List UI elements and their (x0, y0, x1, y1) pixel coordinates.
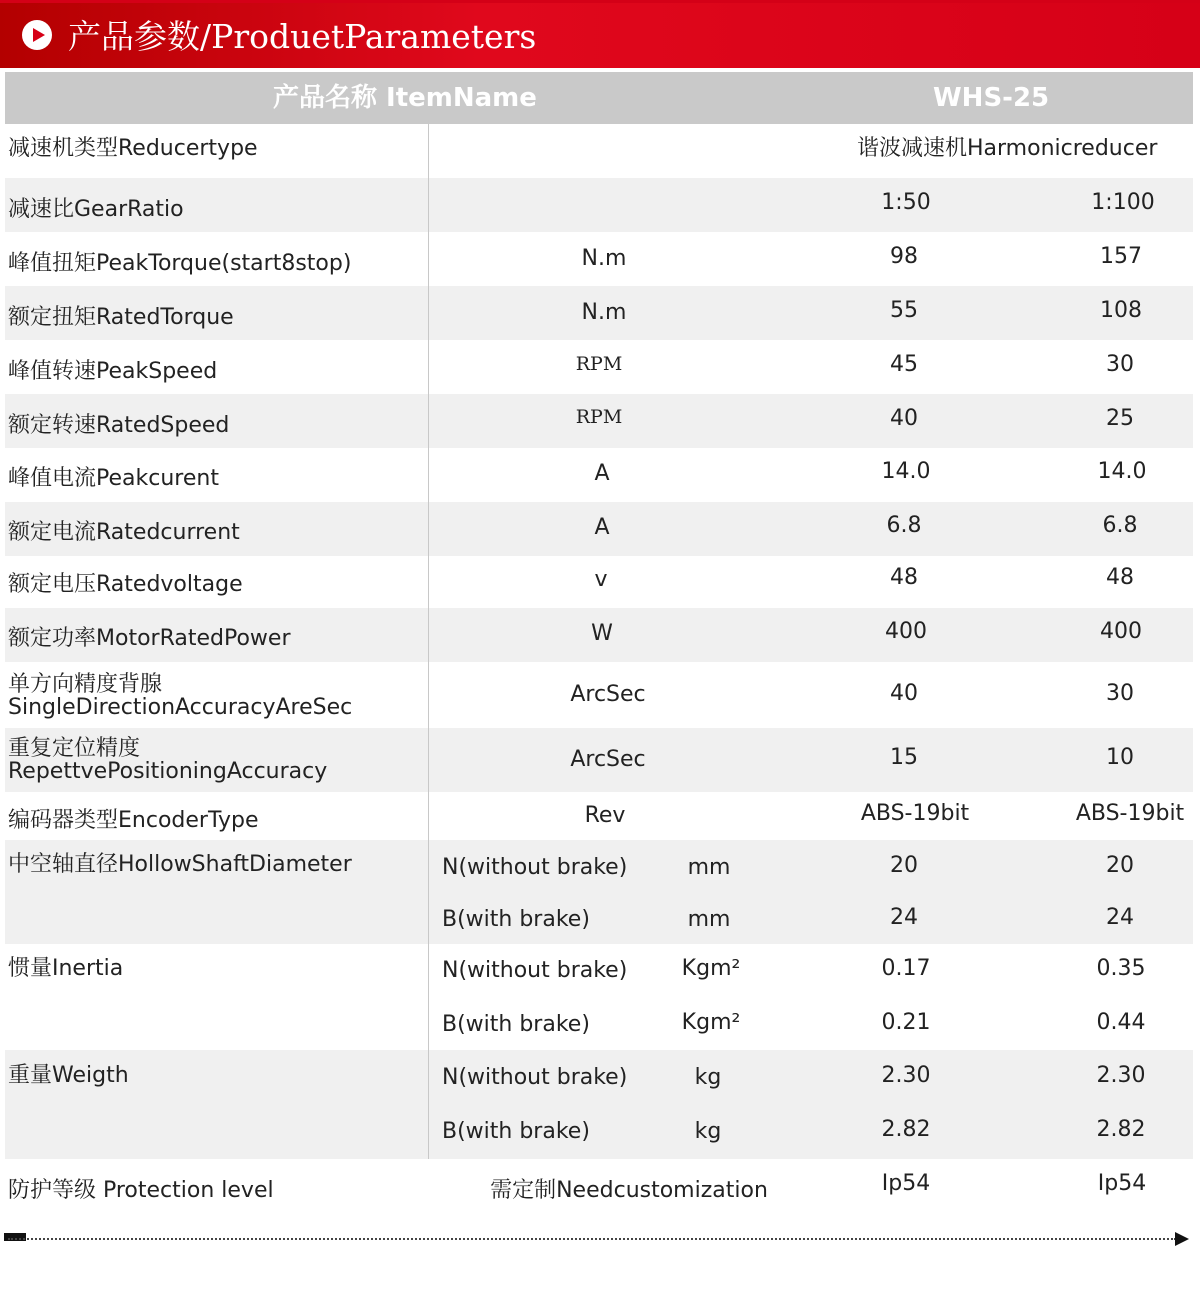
param-value-2: 2.82 (1096, 1117, 1146, 1142)
param-label: 额定功率MotorRatedPower (8, 626, 291, 651)
param-unit: RPM (575, 353, 623, 375)
param-value-1: 14.0 (881, 459, 931, 484)
param-condition: B(with brake) (442, 1012, 590, 1037)
param-label: 峰值转速PeakSpeed (8, 359, 218, 384)
param-label: 重量Weigth (8, 1063, 129, 1088)
model-header: WHS-25 (933, 83, 1050, 113)
param-value-2: 10 (1106, 745, 1134, 770)
param-value-1: 2.82 (881, 1117, 931, 1142)
param-unit: ArcSec (570, 682, 646, 707)
param-value-1: 0.21 (881, 1010, 931, 1035)
param-label-en: SingleDirectionAccuracyAreSec (8, 695, 353, 720)
param-value-2: 14.0 (1097, 459, 1147, 484)
param-value-2: 0.44 (1096, 1010, 1146, 1035)
param-value-2: 30 (1106, 681, 1134, 706)
param-unit: mm (687, 907, 731, 932)
param-unit: kg (694, 1065, 722, 1090)
param-unit: ArcSec (570, 747, 646, 772)
param-label: 防护等级 Protection level (8, 1178, 274, 1203)
param-label: 峰值扭矩PeakTorque(start8stop) (8, 251, 352, 276)
arrow-right-icon (1175, 1232, 1189, 1246)
param-value-1: 400 (885, 619, 927, 644)
param-label: 中空轴直径HollowShaftDiameter (8, 852, 352, 877)
param-value-1: 55 (890, 298, 918, 323)
item-name-header: 产品名称 ItemName (273, 83, 537, 113)
param-value-2: 108 (1100, 298, 1142, 323)
param-condition: B(with brake) (442, 1119, 590, 1144)
param-unit: Kgm² (681, 1010, 741, 1035)
param-condition: N(without brake) (442, 855, 628, 880)
param-value-1: Ip54 (881, 1171, 931, 1196)
param-value-2: 48 (1106, 565, 1134, 590)
param-unit: kg (694, 1119, 722, 1144)
param-value-1: 0.17 (881, 956, 931, 981)
param-value-2: 0.35 (1096, 956, 1146, 981)
param-label: 减速比GearRatio (8, 197, 184, 222)
param-value-2: 20 (1106, 853, 1134, 878)
param-unit: RPM (575, 406, 623, 428)
param-value-1: 2.30 (881, 1063, 931, 1088)
play-icon (22, 20, 52, 50)
param-label: 峰值电流Peakcurent (8, 466, 219, 491)
param-value-2: 2.30 (1096, 1063, 1146, 1088)
param-unit: mm (687, 855, 731, 880)
param-value-2: 24 (1106, 905, 1134, 930)
footer-dotted-line (8, 1238, 1176, 1240)
section-title: 产品参数/ProduetParameters (68, 17, 537, 56)
param-condition: N(without brake) (442, 958, 628, 983)
param-condition: N(without brake) (442, 1065, 628, 1090)
param-label: 惯量Inertia (8, 956, 124, 981)
param-label-en: RepettvePositioningAccuracy (8, 759, 328, 784)
param-value-1: 40 (890, 681, 918, 706)
param-label: 额定电压Ratedvoltage (8, 572, 243, 597)
param-label: 额定电流Ratedcurrent (8, 520, 240, 545)
param-unit: A (594, 461, 610, 486)
param-value-2: 157 (1100, 244, 1142, 269)
param-value-2: 1:100 (1091, 190, 1155, 215)
param-value-1: 45 (890, 352, 918, 377)
param-value-1: 98 (890, 244, 918, 269)
param-value-2: 6.8 (1102, 513, 1138, 538)
param-label: 额定转速RatedSpeed (8, 413, 230, 438)
param-unit: N.m (581, 300, 627, 325)
param-value-1: 1:50 (881, 190, 931, 215)
param-unit: A (594, 515, 610, 540)
param-label: 编码器类型EncoderType (8, 808, 259, 833)
param-value-2: 25 (1106, 406, 1134, 431)
param-unit: Kgm² (681, 956, 741, 981)
column-divider (428, 124, 429, 1159)
param-unit: Rev (584, 803, 626, 828)
param-label-cn: 重复定位精度 (8, 736, 141, 761)
param-value: 谐波减速机Harmonicreducer (857, 136, 1158, 161)
param-value-1: 40 (890, 406, 918, 431)
param-value-2: 30 (1106, 352, 1134, 377)
param-value-1: 20 (890, 853, 918, 878)
param-unit: W (591, 621, 613, 646)
param-value-2: Ip54 (1097, 1171, 1147, 1196)
param-value-1: 24 (890, 905, 918, 930)
param-unit: 需定制Needcustomization (490, 1178, 768, 1203)
param-value-2: ABS-19bit (1075, 801, 1185, 826)
section-header (0, 0, 1200, 68)
param-value-1: 15 (890, 745, 918, 770)
param-label: 减速机类型Reducertype (8, 136, 258, 161)
param-value-1: 48 (890, 565, 918, 590)
param-label: 额定扭矩RatedTorque (8, 305, 234, 330)
param-value-2: 400 (1100, 619, 1142, 644)
param-value-1: 6.8 (886, 513, 922, 538)
param-condition: B(with brake) (442, 907, 590, 932)
param-value-1: ABS-19bit (860, 801, 970, 826)
param-unit: N.m (581, 246, 627, 271)
param-label-cn: 单方向精度背腺 (8, 672, 163, 697)
table-header (5, 72, 1193, 124)
param-unit: v (594, 567, 608, 592)
